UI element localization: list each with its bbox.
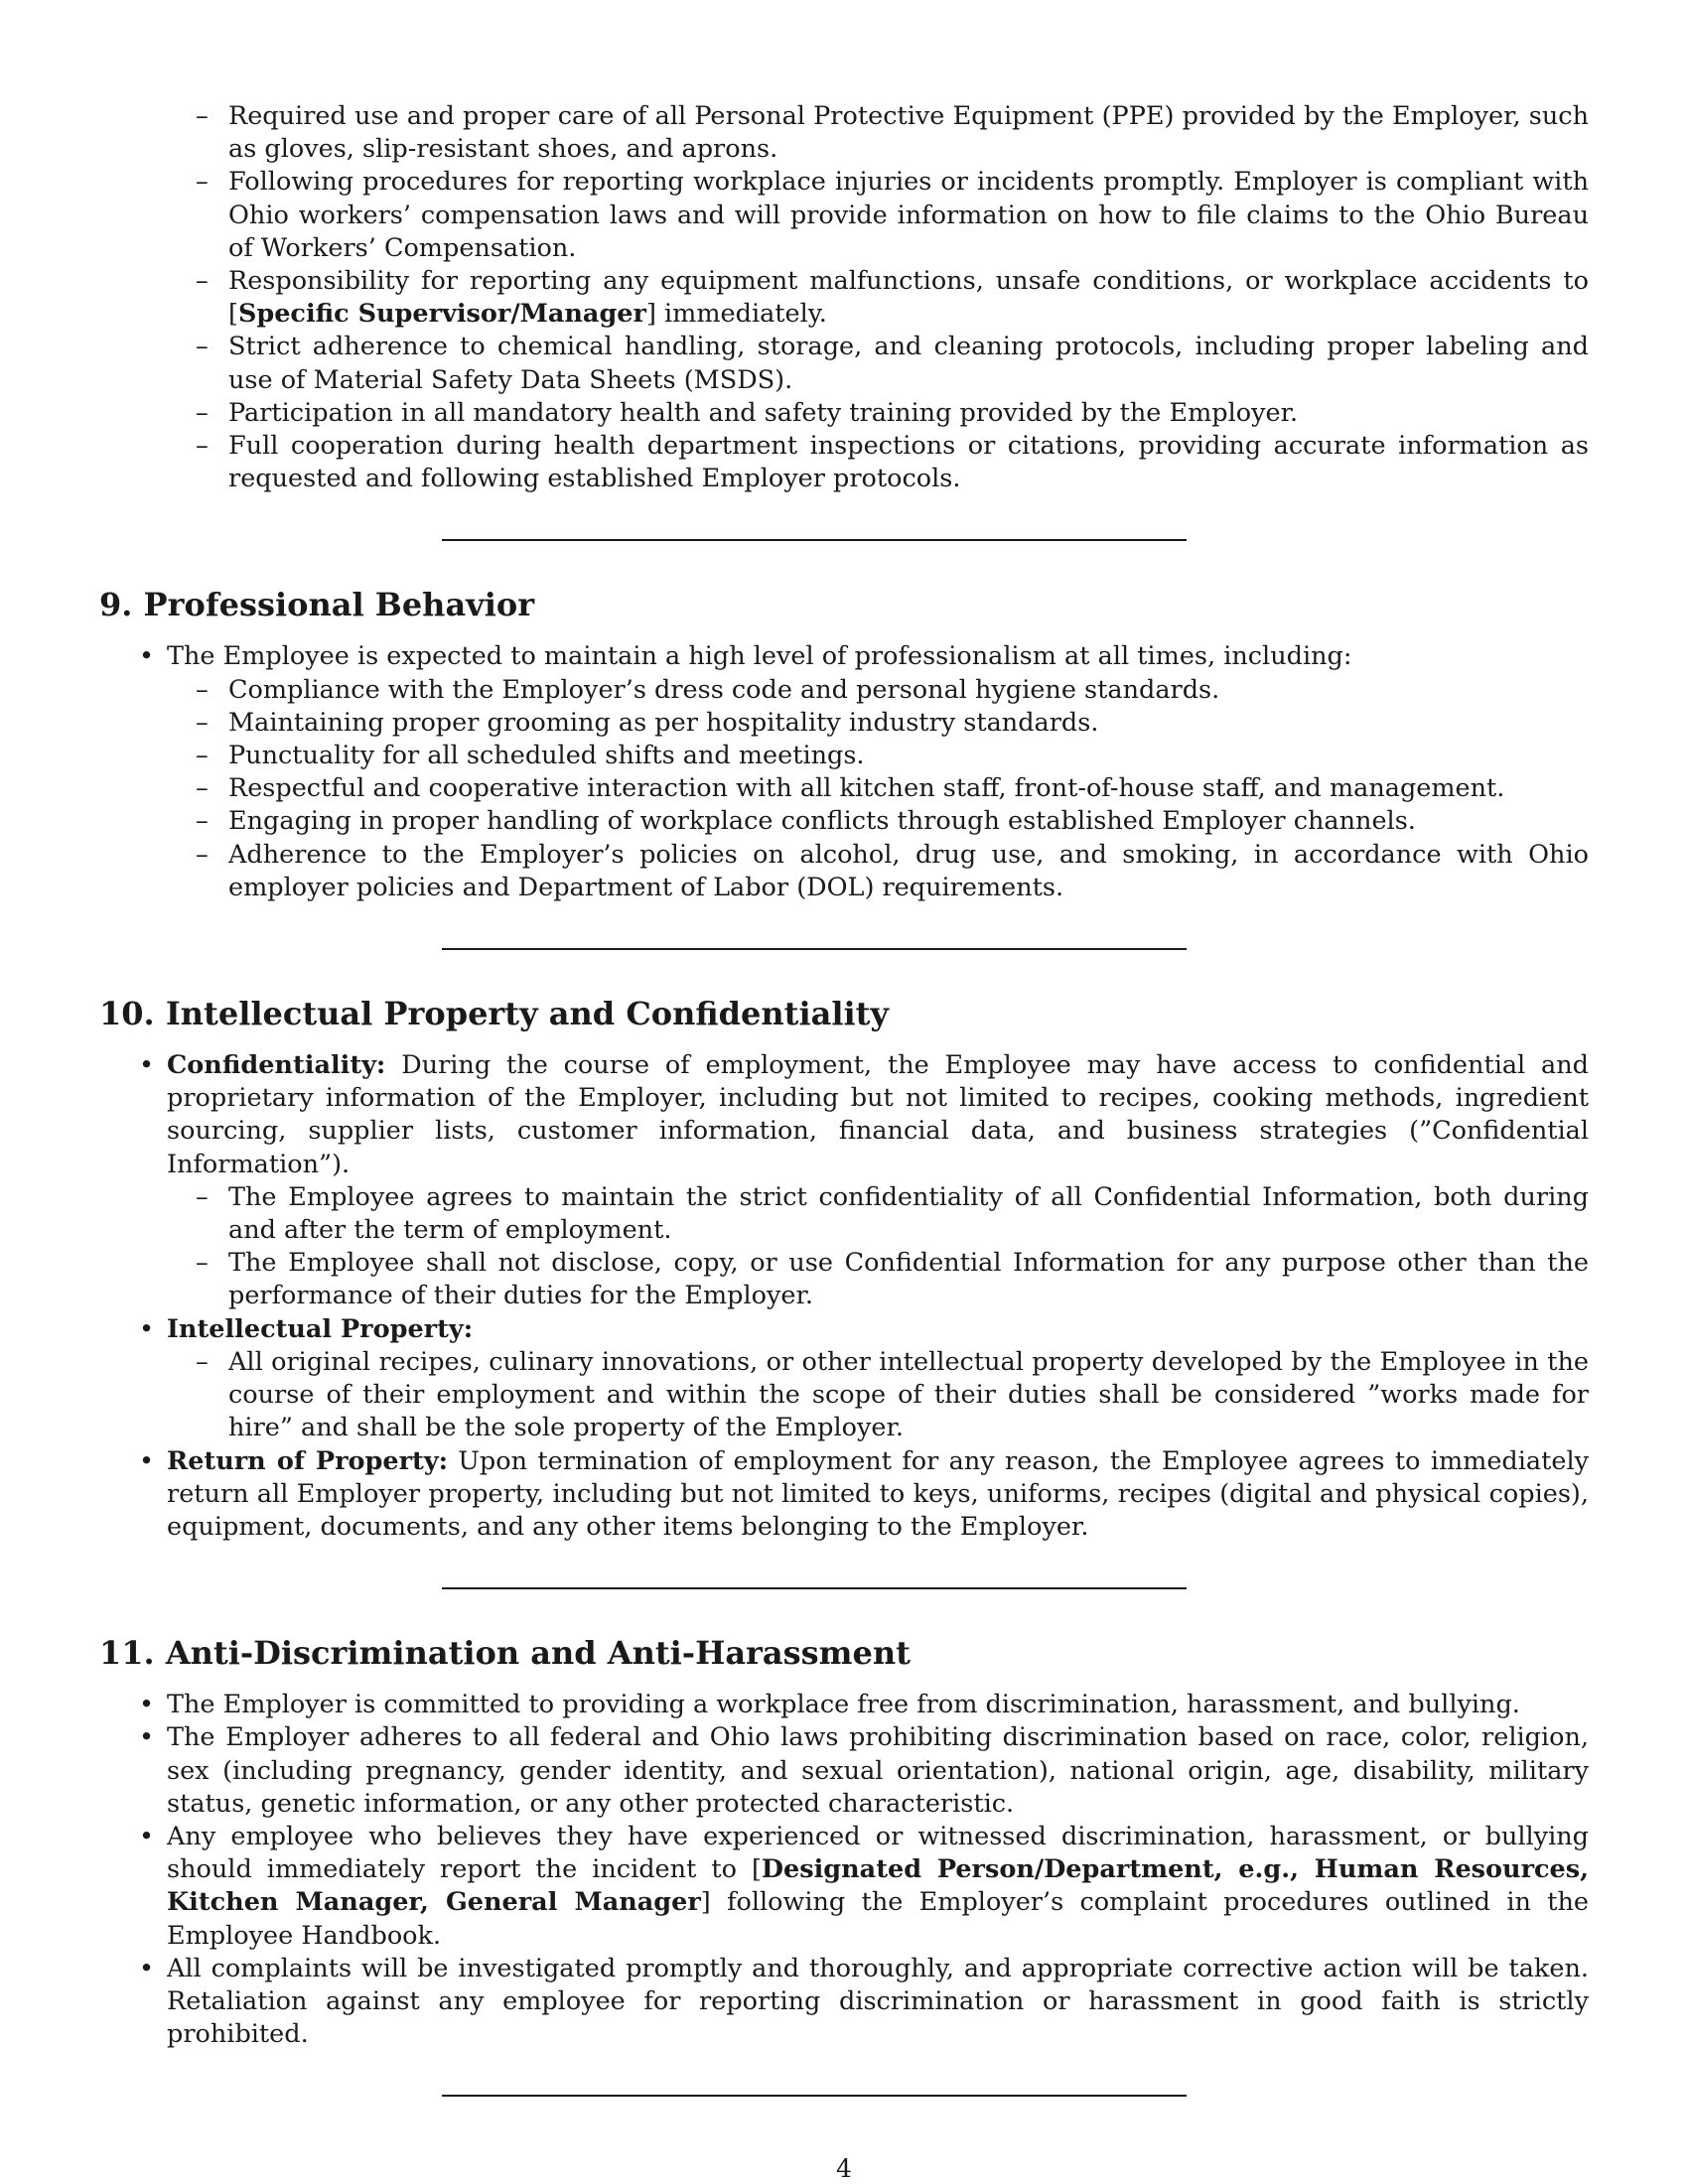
list-item-text: Any employee who believes they have experienced or witnessed discrimination, harassment, or bullying should immediately report the incident to [Designated Person/Department, e.g., Human Resources, Kitchen Manager, General Manager] following the Employer’s complaint procedures outlined in the Employee Handbook. — [167, 1821, 1589, 1951]
section-professional-behavior — [99, 585, 1589, 904]
list-item: – Respectful and cooperative interaction with all kitchen staff, front-of-house staff, and management. — [196, 773, 1505, 804]
section-divider — [442, 1587, 1187, 1589]
placeholder-bold: Specific Supervisor/Manager — [237, 299, 646, 330]
list-item: – All original recipes, culinary innovations, or other intellectual property developed by the Employee in the course of their employment and within the scope of their duties shall be considered ”works made for hire” and shall be the sole property of the Employer. — [196, 1346, 1589, 1443]
list-item: • All complaints will be investigated promptly and thoroughly, and appropriate corrective action will be taken. Retaliation against any employee for reporting discrimination or harassment in good faith is strictly prohibited. — [139, 1953, 1589, 2050]
list-item-text: Maintaining proper grooming as per hospitality industry standards. — [228, 707, 1099, 738]
list-item: – Compliance with the Employer’s dress code and personal hygiene standards. — [196, 674, 1220, 705]
list-item: • The Employer is committed to providing a workplace free from discrimination, harassment, and bullying. — [139, 1690, 1520, 1720]
list-item-text: Responsibility for reporting any equipment malfunctions, unsafe conditions, or workplace accidents to [Specific Supervisor/Manager] immediately. — [228, 266, 1589, 330]
list-item-text: All complaints will be investigated promptly and thoroughly, and appropriate corrective action will be taken. Retaliation against any employee for reporting discrimination or harassment in good faith is strictly prohibited. — [167, 1953, 1589, 2050]
list-item-text: The Employee is expected to maintain a high level of professionalism at all times, including: — [167, 641, 1352, 672]
section-ip-confidentiality — [99, 994, 1589, 1544]
list-item: – Strict adherence to chemical handling, storage, and cleaning protocols, including proper labeling and use of Material Safety Data Sheets (MSDS). — [196, 332, 1589, 395]
list-item: – Punctuality for all scheduled shifts and meetings. — [196, 741, 865, 771]
list-item-text: The Employer adheres to all federal and Ohio laws prohibiting discrimination based on race, color, religion, sex (including pregnancy, gender identity, and sexual orientation), national origin, age, disability, military status, genetic information, or any other protected characteristic. — [167, 1722, 1589, 1819]
section-divider — [442, 2095, 1187, 2097]
list-item-text: Upon termination of employment for any reason, the Employee agrees to immediately return all Employer property, including but not limited to keys, uniforms, recipes (digital and physical copies), equipment, documents, and any other items belonging to the Employer. — [167, 1445, 1590, 1542]
section-anti-discrimination — [99, 1633, 1589, 2051]
list-item-text: All original recipes, culinary innovations, or other intellectual property developed by the Employee in the course of their employment and within the scope of their duties shall be considered ”works made for hire” and shall be the sole property of the Employer. — [228, 1346, 1589, 1443]
list-item: – The Employee shall not disclose, copy, or use Confidential Information for any purpose other than the performance of their duties for the Employer. — [196, 1248, 1589, 1311]
list-item-text: During the course of employment, the Employee may have access to confidential and proprietary information of the Employer, including but not limited to recipes, cooking methods, ingredient sourcing, supplier lists, customer information, financial data, and business strategies (”Confidential Information”). — [167, 1050, 1590, 1179]
placeholder-bold: Designated Person/Department, e.g., Human Resources, Kitchen Manager, General Manager — [167, 1854, 1589, 1918]
item-label: Return of Property: — [167, 1445, 449, 1476]
list-item-text: Respectful and cooperative interaction with all kitchen staff, front-of-house staff, and management. — [228, 773, 1505, 804]
item-label: Intellectual Property: — [167, 1313, 474, 1344]
list-item: – Responsibility for reporting any equipment malfunctions, unsafe conditions, or workplace accidents to [Specific Supervisor/Manager] immediately. — [196, 266, 1589, 330]
list-item: • Return of Property: Upon termination of employment for any reason, the Employee agrees to immediately return all Employer property, including but not limited to keys, uniforms, recipes (digital and physical copies), equipment, documents, and any other items belonging to the Employer. — [139, 1445, 1590, 1542]
list-item-text: The Employer is committed to providing a workplace free from discrimination, harassment, and bullying. — [167, 1690, 1520, 1720]
list-item-text: Strict adherence to chemical handling, storage, and cleaning protocols, including proper labeling and use of Material Safety Data Sheets (MSDS). — [228, 332, 1589, 395]
list-item: – Maintaining proper grooming as per hospitality industry standards. — [196, 707, 1099, 738]
list-item: – Following procedures for reporting workplace injuries or incidents promptly. Employer is compliant with Ohio workers’ compensation laws and will provide information on how to file claims to the Ohio Bureau of Workers’ Compensation. — [196, 167, 1589, 263]
section-divider — [442, 539, 1187, 541]
list-item: • Any employee who believes they have experienced or witnessed discrimination, harassment, or bullying should immediately report the incident to [Designated Person/Department, e.g., Human Resources, Kitchen Manager, General Manager] following the Employer’s complaint procedures outlined in the Employee Handbook. — [139, 1821, 1589, 1951]
list-item: – Engaging in proper handling of workplace conflicts through established Employer channels. — [196, 806, 1416, 837]
section-heading: 10. Intellectual Property and Confidentiality — [99, 995, 890, 1033]
list-item-text: Punctuality for all scheduled shifts and meetings. — [228, 741, 865, 771]
page-content — [99, 100, 1589, 2140]
item-label: Confidentiality: — [167, 1050, 386, 1081]
page-number: 4 — [836, 2154, 852, 2183]
list-item: • The Employer adheres to all federal and Ohio laws prohibiting discrimination based on race, color, religion, sex (including pregnancy, gender identity, and sexual orientation), national origin, age, disability, military status, genetic information, or any other protected characteristic. — [139, 1722, 1589, 1819]
list-item-text: Participation in all mandatory health and safety training provided by the Employer. — [228, 397, 1299, 428]
list-item: – Adherence to the Employer’s policies on alcohol, drug use, and smoking, in accordance with Ohio employer policies and Department of Labor (DOL) requirements. — [196, 839, 1589, 902]
list-item-text: Compliance with the Employer’s dress code and personal hygiene standards. — [228, 674, 1220, 705]
list-item-text: Required use and proper care of all Personal Protective Equipment (PPE) provided by the Employer, such as gloves, slip-resistant shoes, and aprons. — [228, 101, 1589, 165]
list-item: – Participation in all mandatory health and safety training provided by the Employer. — [196, 397, 1299, 428]
list-item: – The Employee agrees to maintain the strict confidentiality of all Confidential Information, both during and after the term of employment. — [196, 1181, 1589, 1246]
list-item: – Full cooperation during health department inspections or citations, providing accurate information as requested and following established Employer protocols. — [196, 431, 1589, 494]
section-heading: 9. Professional Behavior — [99, 586, 535, 624]
list-item: • Confidentiality: During the course of employment, the Employee may have access to confidential and proprietary information of the Employer, including but not limited to recipes, cooking methods, ingredient sourcing, supplier lists, customer information, financial data, and business strategies (”Confidential Information”). — [139, 1050, 1590, 1179]
list-item-text: Engaging in proper handling of workplace conflicts through established Employer channels. — [228, 806, 1416, 837]
list-item: • Intellectual Property: — [139, 1313, 474, 1344]
list-item: – Required use and proper care of all Personal Protective Equipment (PPE) provided by the Employer, such as gloves, slip-resistant shoes, and aprons. — [196, 101, 1589, 165]
list-item-text: Adherence to the Employer’s policies on alcohol, drug use, and smoking, in accordance with Ohio employer policies and Department of Labor (DOL) requirements. — [228, 839, 1589, 902]
section-heading: 11. Anti-Discrimination and Anti-Harassment — [99, 1634, 911, 1673]
list-item-text: The Employee shall not disclose, copy, or use Confidential Information for any purpose other than the performance of their duties for the Employer. — [228, 1248, 1589, 1311]
list-item-text: The Employee agrees to maintain the strict confidentiality of all Confidential Information, both during and after the term of employment. — [228, 1181, 1589, 1246]
list-item-text: Full cooperation during health department inspections or citations, providing accurate information as requested and following established Employer protocols. — [228, 431, 1589, 494]
safety-sub-list — [99, 100, 1589, 495]
list-item-text: Following procedures for reporting workplace injuries or incidents promptly. Employer is compliant with Ohio workers’ compensation laws and will provide information on how to file claims to the Ohio Bureau of Workers’ Compensation. — [228, 167, 1589, 263]
list-item: • The Employee is expected to maintain a high level of professionalism at all times, including: — [139, 641, 1352, 672]
section-divider — [442, 948, 1187, 950]
